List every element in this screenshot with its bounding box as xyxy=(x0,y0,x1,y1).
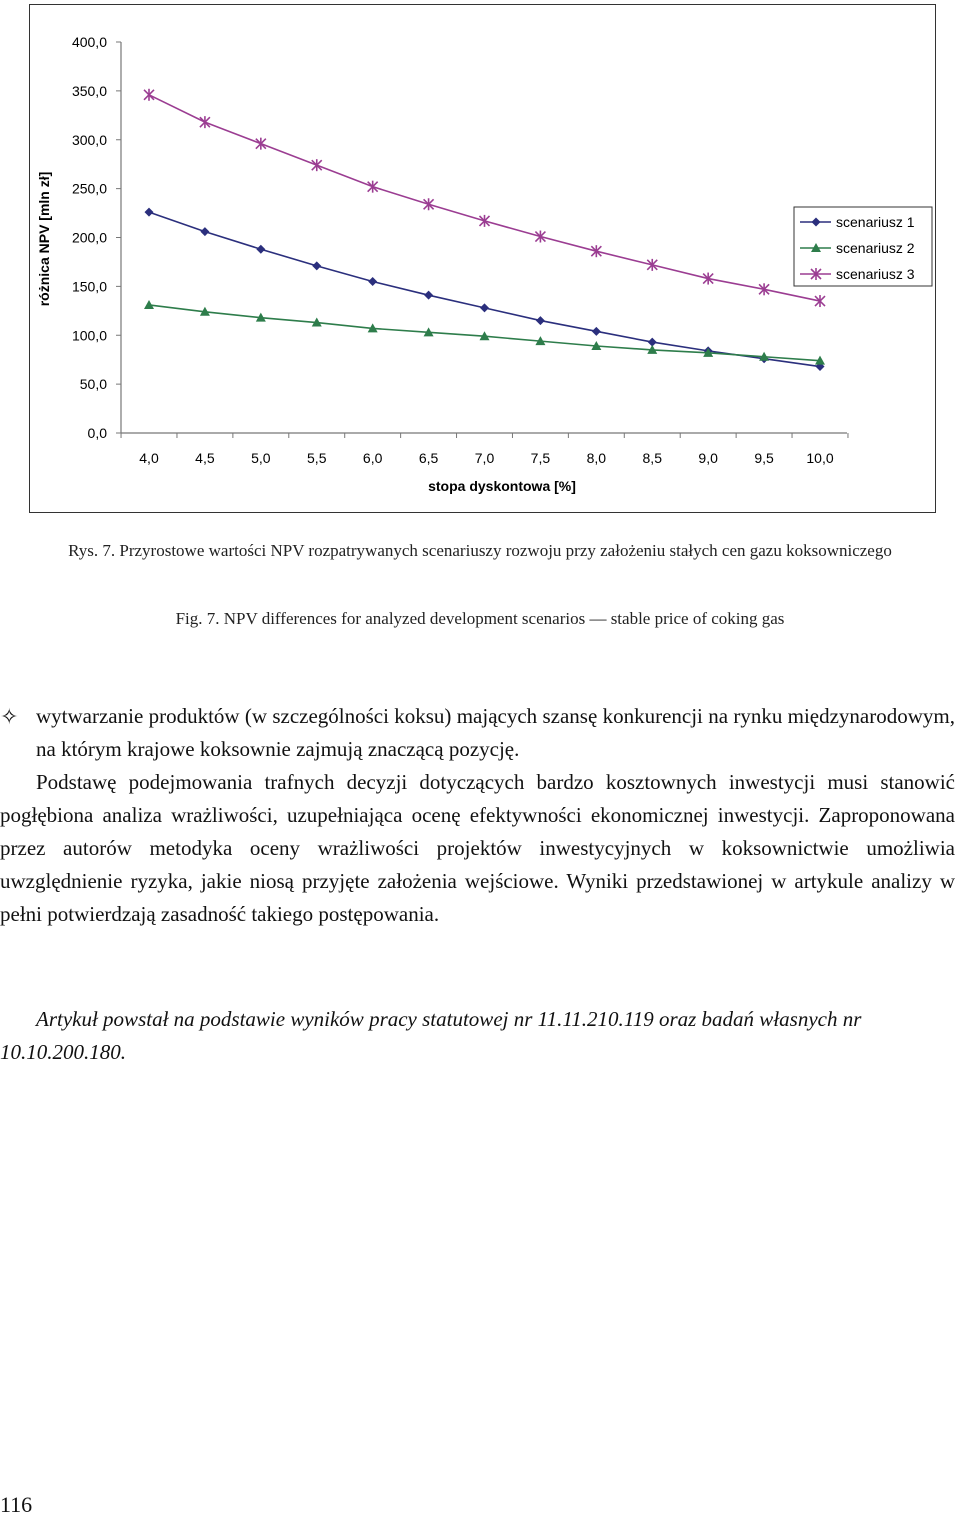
series-1-point xyxy=(200,227,209,236)
y-tick-label: 250,0 xyxy=(71,180,107,197)
figure-caption-en: Fig. 7. NPV differences for analyzed development scenarios — stable price of coking gas xyxy=(175,609,785,628)
x-tick-label: 6,0 xyxy=(362,450,383,466)
series-1-point xyxy=(368,277,377,286)
series-3-point xyxy=(256,138,266,150)
series-1-point xyxy=(536,316,545,325)
x-tick-label: 9,0 xyxy=(698,450,718,466)
x-tick-label: 9,5 xyxy=(754,450,774,466)
series-3-point xyxy=(200,116,210,128)
series-3-point xyxy=(480,215,490,227)
bullet-text: wytwarzanie produktów (w szczególności koksu) mających szansę konkurencji na rynku międzynarodowym, na którym krajowe koksownie zajmują znaczącą pozycję. xyxy=(36,704,955,761)
series-1-point xyxy=(312,261,321,270)
y-tick-label: 0,0 xyxy=(87,425,107,441)
x-tick-label: 8,0 xyxy=(586,450,607,466)
x-tick-label: 7,5 xyxy=(530,450,551,466)
figure-caption-pl: Rys. 7. Przyrostowe wartości NPV rozpatrywanych scenariuszy rozwoju przy założeniu stałych cen gazu koksowniczego xyxy=(68,541,892,560)
series-line-3 xyxy=(149,95,820,301)
body-paragraph: Podstawę podejmowania trafnych decyzji dotyczących bardzo kosztownych inwestycji musi stanowić pogłębiona analiza wrażliwości, uzupełniająca ocenę efektywności ekonomicznej inwestycji. Zaproponowana przez autorów metodyka oceny wrażliwości projektów inwestycyjnych w koksownictwie umożliwia uwzględnienie ryzyka, jakie niosą przyjęte założenia wejściowe. Wyniki przedstawionej w artykule analizy w pełni potwierdzają zasadność takiego postępowania. xyxy=(0,770,955,926)
chart-frame xyxy=(29,4,936,513)
y-tick-label: 50,0 xyxy=(79,376,107,393)
series-3-point xyxy=(647,259,657,271)
legend-label-1: scenariusz 1 xyxy=(836,214,915,230)
x-tick-label: 6,5 xyxy=(418,450,439,466)
legend-label-3: scenariusz 3 xyxy=(836,266,915,282)
series-2-point xyxy=(144,300,154,309)
page-number: 116 xyxy=(0,1492,33,1517)
series-3-point xyxy=(144,89,154,101)
y-tick-label: 350,0 xyxy=(71,82,107,99)
x-tick-label: 10,0 xyxy=(806,450,834,466)
series-1-point xyxy=(480,303,489,312)
legend-label-2: scenariusz 2 xyxy=(836,240,915,256)
npv-chart xyxy=(30,5,935,512)
y-tick-label: 150,0 xyxy=(71,278,107,295)
y-tick-label: 100,0 xyxy=(71,327,107,344)
series-1-point xyxy=(592,327,601,336)
x-tick-label: 8,5 xyxy=(642,450,662,466)
y-tick-label: 400,0 xyxy=(71,34,107,50)
x-axis-title: stopa dyskontowa [%] xyxy=(428,478,576,494)
y-axis-title: różnica NPV [mln zł] xyxy=(36,171,52,307)
x-tick-label: 5,5 xyxy=(307,450,327,466)
series-3-point xyxy=(535,231,545,243)
x-tick-label: 4,0 xyxy=(139,450,159,466)
series-3-point xyxy=(368,181,378,193)
series-1-point xyxy=(145,208,154,217)
y-tick-label: 300,0 xyxy=(71,131,107,148)
series-3-point xyxy=(591,245,601,257)
y-tick-label: 200,0 xyxy=(71,229,107,246)
x-tick-label: 4,5 xyxy=(195,450,215,466)
series-line-1 xyxy=(149,212,820,366)
series-1-point xyxy=(424,291,433,300)
series-1-point xyxy=(256,245,265,254)
acknowledgement: Artykuł powstał na podstawie wyników pracy statutowej nr 11.11.210.119 oraz badań własnych nr 10.10.200.180. xyxy=(0,1007,862,1064)
x-tick-label: 7,0 xyxy=(474,450,495,466)
x-tick-label: 5,0 xyxy=(251,450,271,466)
series-3-point xyxy=(312,159,322,171)
series-3-point xyxy=(424,198,434,210)
diamond-star-icon: ✧ xyxy=(0,704,19,729)
